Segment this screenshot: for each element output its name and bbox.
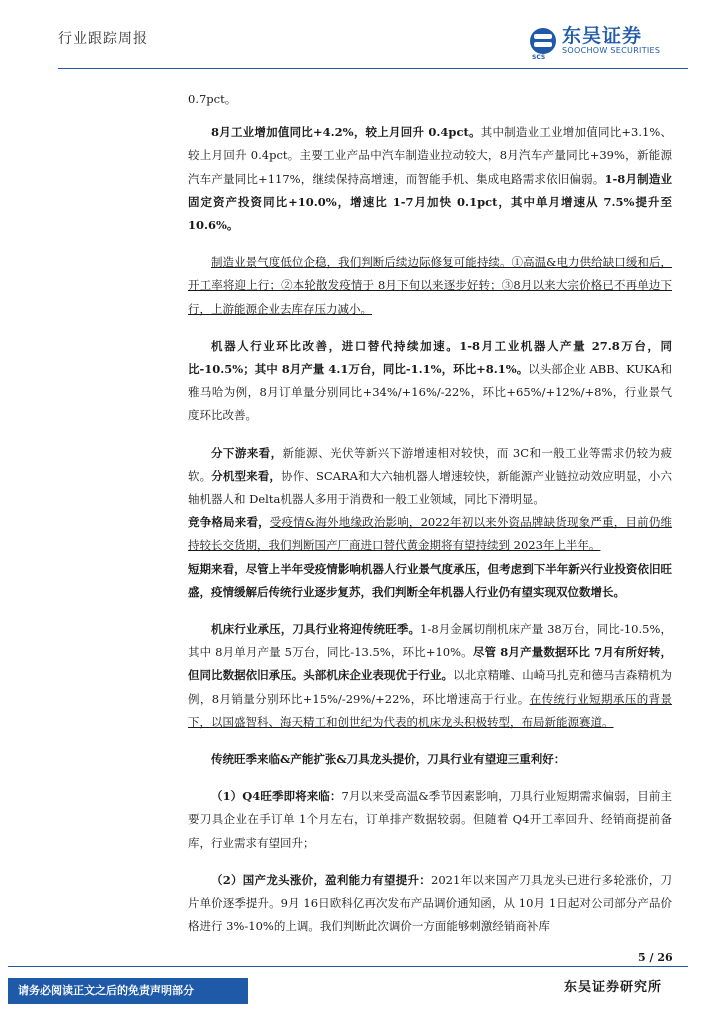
disclaimer-banner: 请务必阅读正文之后的免责声明部分 [8, 978, 248, 1004]
report-type-title: 行业跟踪周报 [58, 31, 148, 47]
paragraph-q4-season: （1）Q4旺季即将来临：7月以来受高温&季节因素影响，刀具行业短期需求偏弱，目前主要刀具企业在手订单 1个月左右，订单排产数据较弱。但随着 Q4开工率回升、经销商提前备库，行业需求有望回升； [188, 789, 672, 850]
paragraph-machine-tool: 机床行业承压，刀具行业将迎传统旺季。1-8月金属切削机床产量 38万台，同比-10.5%，其中 8月单月产量 5万台，同比-13.5%，环比+10%。尽管 8月产量数据环比 7月有所好转，但同比数据依旧承压。头部机床企业表现优于行业。以北京精雕、山崎马扎克和德马吉森精机为例，8月销量分别环比+15%/-29%/+22%，环比增速高于行业。在传统行业短期承压的背景下，以国盛智科、海天精工和创世纪为代表的机床龙头积极转型，布局新能源赛道。 [188, 622, 673, 729]
paragraph-robot-industry: 机器人行业环比改善，进口替代持续加速。1-8月工业机器人产量 27.8万台，同比-10.5%；其中 8月产量 4.1万台，同比-1.1%，环比+8.1%。以头部企业 ABB、KUKA和雅马哈为例，8月订单量分别同比+34%/+16%/-22%，环比+65%/+12%/+8%，行业景气度环比改善。 [188, 338, 672, 423]
paragraph-cont: 0.7pct。 [188, 92, 237, 106]
paragraph-price-increase: （2）国产龙头涨价，盈利能力有望提升：2021年以来国产刀具龙头已进行多轮涨价，刀片单价逐季提升。9月 16日欧科亿再次发布产品调价通知函，从 10月 1日起对公司部分产品价格进行 3%-10%的上调。我们判断此次调价一方面能够刺激经销商补库 [188, 872, 673, 934]
institute-name: 东吴证券研究所 [564, 980, 663, 995]
paragraph-downstream: 分下游来看，新能源、光伏等新兴下游增速相对较快，而 3C和一般工业等需求仍较为疲软。分机型来看，协作、SCARA和大六轴机器人增速较快，新能源产业链拉动效应明显，小六轴机器人和 Delta机器人多用于消费和一般工业领域，同比下滑明显。 [188, 445, 672, 507]
paragraph-short-term: 短期来看，尽管上半年受疫情影响机器人行业景气度承压，但考虑到下半年新兴行业投资依旧旺盛，疫情缓解后传统行业逐步复苏，我们判断全年机器人行业仍有望实现双位数增长。 [188, 561, 672, 599]
paragraph-industrial-output: 8月工业增加值同比+4.2%，较上月回升 0.4pct。其中制造业工业增加值同比+3.1%、较上月回升 0.4pct。主要工业产品中汽车制造业拉动较大，8月汽车产量同比+39%，新能源汽车产量同比+117%，继续保持高增速，而智能手机、集成电路需求依旧偏弱。1-8月制造业固定资产投资同比+10.0%，增速比 1-7月加快 0.1pct，其中单月增速从 7.5%提升至 10.6%。 [188, 125, 673, 233]
paragraph-manufacturing-outlook: 制造业景气度低位企稳，我们判断后续边际修复可能持续。①高温&电力供给缺口缓和后，开工率将迎上行；②本轮散发疫情于 8月下旬以来逐步好转；③8月以来大宗价格已不再单边下行，上游能源企业去库存压力减小。 [188, 255, 672, 316]
report-body [188, 88, 672, 939]
logo-en-text: SOOCHOW SECURITIES [562, 46, 661, 55]
soochow-logo [530, 25, 661, 61]
paragraph-competition: 竞争格局来看，受疫情&海外地缘政治影响，2022年初以来外资品牌缺货现象严重，目前仍维持较长交货期，我们判断国产厂商进口替代黄金期将有望持续到 2023年上半年。 [188, 515, 673, 553]
header-divider [58, 68, 688, 69]
logo-mark-icon: SCS [530, 28, 556, 54]
logo-cn-text: 东吴证券 [562, 25, 643, 47]
page-number: 5 / 26 [638, 951, 673, 964]
paragraph-cutting-tools-heading: 传统旺季来临&产能扩张&刀具龙头提价，刀具行业有望迎三重利好： [211, 752, 566, 767]
footer-divider [8, 966, 688, 967]
